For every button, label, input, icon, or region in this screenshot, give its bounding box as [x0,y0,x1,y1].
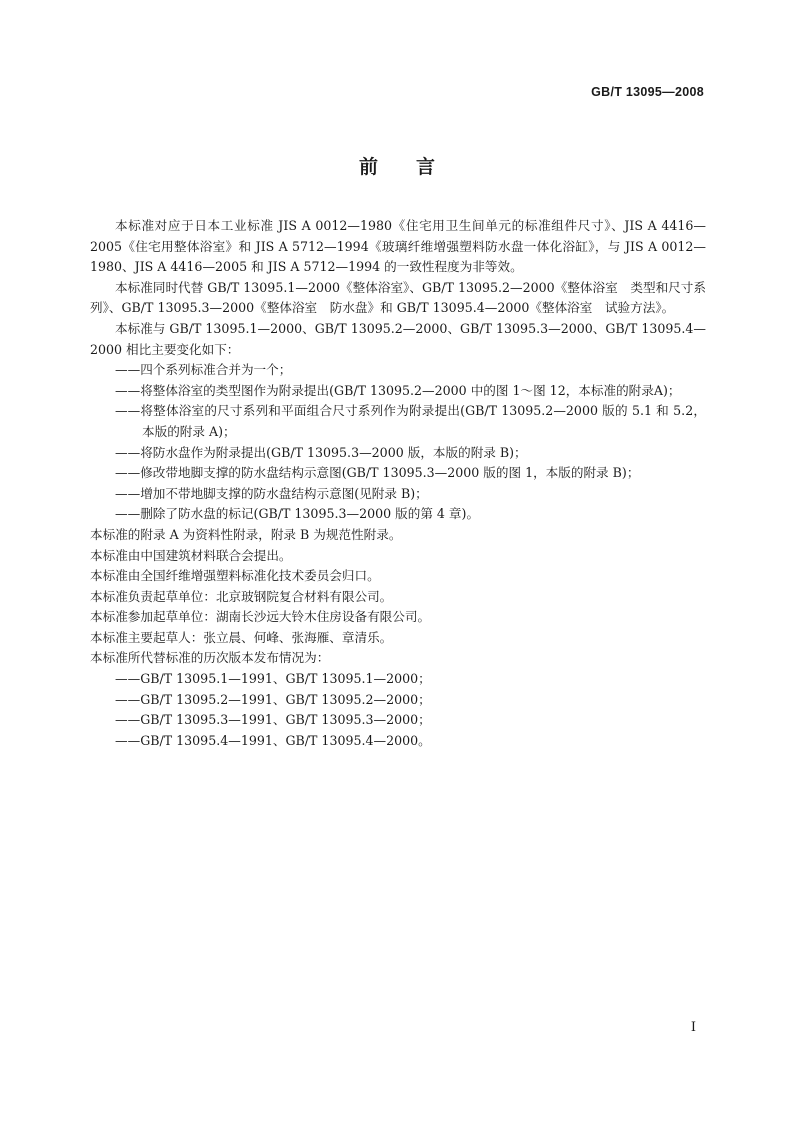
standard-number: GB/T 13095—2008 [591,85,704,99]
list-item: ——四个系列标准合并为一个； [115,362,292,378]
page-number: I [690,1020,696,1035]
list-item: ——GB/T 13095.4—1991、GB/T 13095.4—2000。 [115,732,431,748]
list-item: ——删除了防水盘的标记(GB/T 13095.3—2000 版的第 4 章)。 [115,506,480,522]
statement-history-intro: 本标准所代替标准的历次版本发布情况为： [90,650,330,666]
list-item: ——增加不带地脚支撑的防水盘结构示意图(见附录 B)； [115,485,428,501]
paragraph-supersedes: 本标准同时代替 GB/T 13095.1—2000《整体浴室》、GB/T 13095.2—2000《整体浴室 类型和尺寸系列》、GB/T 13095.3—2000《整体浴室 防水盘》和 GB/T 13095.4—2000《整体浴室 试验方法》。 [90,279,706,316]
list-item: ——将整体浴室的尺寸系列和平面组合尺寸系列作为附录提出(GB/T 13095.2—2000 版的 5.1 和 5.2，本版的附录 A)； [115,403,706,439]
list-item: ——将防水盘作为附录提出(GB/T 13095.3—2000 版，本版的附录 B)； [115,444,527,460]
changes-list [90,360,706,525]
statements-list [90,525,706,669]
history-list [90,669,706,751]
foreword-body [90,216,706,751]
list-item: ——GB/T 13095.2—1991、GB/T 13095.2—2000； [115,691,431,707]
list-item: ——GB/T 13095.1—1991、GB/T 13095.1—2000； [115,671,431,687]
statement-proposer: 本标准由中国建筑材料联合会提出。 [90,547,292,563]
statement-participating-drafter: 本标准参加起草单位：湖南长沙远大铃木住房设备有限公司。 [90,609,431,625]
list-item: ——修改带地脚支撑的防水盘结构示意图(GB/T 13095.3—2000 版的图 1，本版的附录 B)； [115,465,640,481]
list-item: ——GB/T 13095.3—1991、GB/T 13095.3—2000； [115,712,431,728]
statement-main-drafters: 本标准主要起草人：张立晨、何峰、张海雁、章清乐。 [90,629,393,645]
paragraph-correspondence: 本标准对应于日本工业标准 JIS A 0012—1980《住宅用卫生间单元的标准组件尺寸》、JIS A 4416—2005《住宅用整体浴室》和 JIS A 5712—1994《玻璃纤维增强塑料防水盘一体化浴缸》，与 JIS A 0012—1980、JIS A 4416—2005 和 JIS A 5712—1994 的一致性程度为非等效。 [90,218,706,275]
list-item: ——将整体浴室的类型图作为附录提出(GB/T 13095.2—2000 中的图 1～图 12，本标准的附录A)； [115,382,681,398]
statement-lead-drafter: 本标准负责起草单位：北京玻钢院复合材料有限公司。 [90,588,393,604]
statement-annex: 本标准的附录 A 为资料性附录，附录 B 为规范性附录。 [90,526,402,542]
paragraph-changes-intro: 本标准与 GB/T 13095.1—2000、GB/T 13095.2—2000、GB/T 13095.3—2000、GB/T 13095.4—2000 相比主要变化如下： [90,320,706,357]
statement-committee: 本标准由全国纤维增强塑料标准化技术委员会归口。 [90,568,380,584]
page-title: 前言 [358,156,473,178]
